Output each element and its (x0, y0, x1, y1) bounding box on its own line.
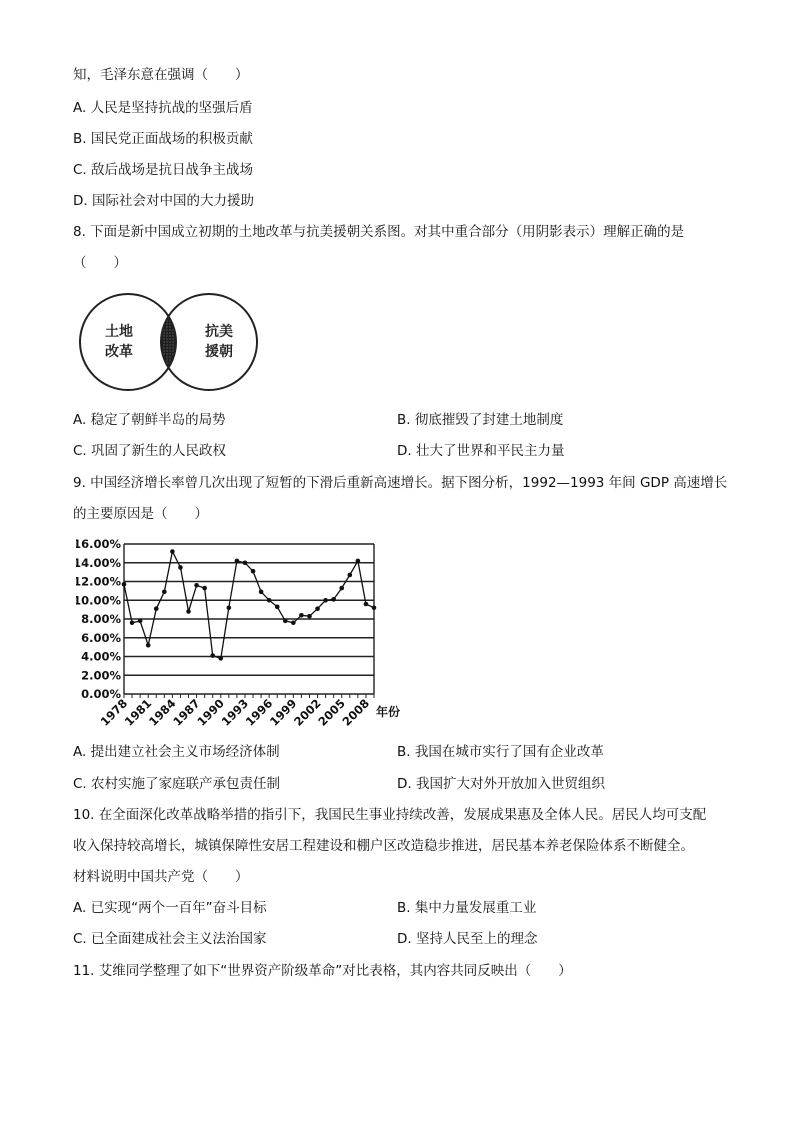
q9-option-c: C. 农村实施了家庭联产承包责任制 (73, 776, 281, 792)
data-point (283, 619, 288, 624)
data-point (291, 620, 296, 625)
data-point (138, 619, 143, 624)
x-tick-label: 2008 (339, 696, 373, 729)
q10-option-c: C. 已全面建成社会主义法治国家 (73, 931, 267, 947)
data-point (130, 620, 135, 625)
q7-option-b: B. 国民党正面战场的积极贡献 (73, 131, 253, 147)
data-point (275, 605, 280, 610)
gdp-growth-chart (76, 535, 406, 730)
data-point (235, 559, 240, 564)
x-tick-label: 1981 (121, 696, 155, 729)
y-tick-label: 12.00% (76, 574, 121, 589)
x-tick-label: 1993 (218, 696, 252, 729)
y-tick-label: 4.00% (81, 649, 121, 664)
data-point (364, 602, 369, 607)
data-point (348, 573, 353, 578)
x-tick-label: 1990 (194, 696, 227, 729)
data-point (122, 582, 127, 587)
q10-option-a: A. 已实现“两个一百年”奋斗目标 (73, 900, 267, 916)
q10-option-d: D. 坚持人民至上的理念 (397, 931, 538, 947)
q8-option-a: A. 稳定了朝鲜半岛的局势 (73, 412, 226, 428)
q9-option-d: D. 我国扩大对外开放加入世贸组织 (397, 776, 605, 792)
data-point (315, 606, 320, 611)
q10-stem-line1: 10. 在全面深化改革战略举措的指引下，我国民生事业持续改善，发展成果惠及全体人民。居民人均可支配 (73, 807, 707, 823)
venn-left-label-1: 土地 (105, 324, 133, 340)
data-point (307, 614, 312, 619)
data-point (323, 598, 328, 603)
q9-stem-line1: 9. 中国经济增长率曾几次出现了短暂的下滑后重新高速增长。据下图分析，1992—1993 年间 GDP 高速增长 (73, 475, 728, 491)
q8-paren: （ ） (73, 255, 127, 271)
data-point (243, 560, 248, 565)
x-tick-label: 1999 (266, 696, 300, 729)
y-tick-label: 10.00% (76, 593, 121, 608)
q7-option-a: A. 人民是坚持抗战的坚强后盾 (73, 100, 253, 116)
x-tick-label: 1984 (145, 696, 179, 729)
y-tick-label: 6.00% (81, 630, 121, 645)
q9-option-a: A. 提出建立社会主义市场经济体制 (73, 744, 280, 760)
q9-stem-line2: 的主要原因是（ ） (73, 506, 208, 522)
data-point (299, 613, 304, 618)
gdp-growth-line (124, 552, 374, 659)
data-point (186, 609, 191, 614)
x-axis-label: 年份 (376, 705, 401, 719)
x-tick-label: 2005 (315, 696, 348, 729)
q8-stem: 8. 下面是新中国成立初期的土地改革与抗美援朝关系图。对其中重合部分（用阴影表示）理解正确的是 (73, 224, 685, 240)
q9-option-b: B. 我国在城市实行了国有企业改革 (397, 744, 604, 760)
data-point (331, 597, 336, 602)
data-point (218, 656, 223, 661)
data-point (170, 549, 175, 554)
q8-option-b: B. 彻底摧毁了封建土地制度 (397, 412, 564, 428)
data-point (259, 590, 264, 595)
x-tick-label: 1978 (97, 696, 131, 729)
data-point (194, 583, 199, 588)
q10-stem-line2: 收入保持较高增长，城镇保障性安居工程建设和棚户区改造稳步推进，居民基本养老保险体系不断健全。 (73, 838, 694, 854)
y-tick-label: 16.00% (76, 537, 121, 551)
x-tick-label: 1987 (170, 696, 203, 729)
venn-diagram (76, 290, 262, 394)
data-point (372, 605, 377, 610)
data-point (210, 653, 215, 658)
data-point (146, 643, 151, 648)
data-point (339, 586, 344, 591)
venn-right-label-1: 抗美 (205, 324, 233, 340)
x-tick-label: 2002 (291, 696, 324, 729)
data-point (267, 598, 272, 603)
data-point (251, 569, 256, 574)
q7-option-d: D. 国际社会对中国的大力援助 (73, 193, 254, 209)
data-point (178, 565, 183, 570)
data-point (227, 605, 232, 610)
y-tick-label: 14.00% (76, 555, 121, 570)
venn-left-label-2: 改革 (105, 344, 133, 360)
data-point (154, 606, 159, 611)
q10-option-b: B. 集中力量发展重工业 (397, 900, 537, 916)
q10-stem-line3: 材料说明中国共产党（ ） (73, 869, 249, 885)
y-tick-label: 2.00% (81, 668, 121, 683)
y-tick-label: 0.00% (81, 687, 121, 701)
q8-option-d: D. 壮大了世界和平民主力量 (397, 443, 565, 459)
q8-option-c: C. 巩固了新生的人民政权 (73, 443, 227, 459)
data-point (162, 590, 167, 595)
q7-stem-tail: 知，毛泽东意在强调（ ） (73, 67, 249, 83)
q7-option-c: C. 敌后战场是抗日战争主战场 (73, 162, 254, 178)
venn-right-label-2: 援朝 (205, 344, 233, 360)
data-point (356, 559, 361, 564)
q11-stem: 11. 艾维同学整理了如下“世界资产阶级革命”对比表格，其内容共同反映出（ ） (73, 963, 572, 979)
data-point (202, 586, 207, 591)
x-tick-label: 1996 (242, 696, 276, 729)
y-tick-label: 8.00% (81, 612, 121, 626)
